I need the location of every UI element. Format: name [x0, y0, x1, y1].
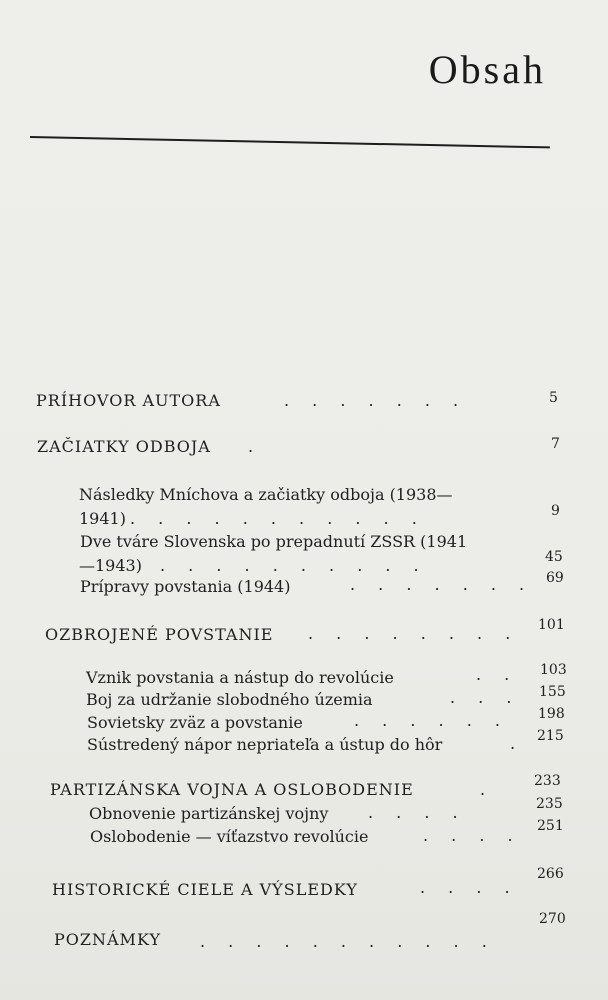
toc-entry-vznik-povstania: Vznik povstania a nástup do revolúcie — [86, 668, 394, 687]
toc-entry-pripravy-povstania: Prípravy povstania (1944) — [80, 577, 291, 596]
toc-leader: . — [248, 437, 263, 456]
toc-leader: . . . . . . . . . . . — [200, 932, 496, 951]
toc-page-number: 235 — [536, 796, 563, 812]
toc-entry-ozbrojene-povstanie: OZBROJENÉ POVSTANIE — [45, 625, 274, 644]
toc-page-number: 5 — [549, 390, 558, 406]
toc-page-number: 266 — [537, 866, 564, 882]
toc-entry-boj-za-udrzanie: Boj za udržanie slobodného územia — [86, 690, 373, 709]
toc-leader: . . . . . . . — [350, 575, 534, 594]
toc-entry-poznamky: POZNÁMKY — [54, 930, 162, 949]
toc-entry-obnovenie-vojny: Obnovenie partizánskej vojny — [89, 804, 329, 823]
toc-page-number: 215 — [537, 728, 564, 744]
toc-page-number: 9 — [551, 503, 560, 519]
toc-entry-nasledky-mnichova: Následky Mníchova a začiatky odboja (1938— — [79, 485, 453, 504]
toc-page-number: 198 — [538, 706, 565, 722]
toc-leader: . . . . . . . . . . . — [130, 509, 426, 528]
toc-leader: . . . . . . . — [284, 391, 468, 410]
toc-page-number: 101 — [538, 617, 565, 633]
toc-entry-historicke-ciele: HISTORICKÉ CIELE A VÝSLEDKY — [52, 880, 358, 899]
toc-page-number: 251 — [537, 818, 564, 834]
toc-page-number: 233 — [534, 773, 561, 789]
toc-leader: . . . . . . . . . . — [160, 556, 428, 575]
toc-leader: . . — [476, 665, 519, 684]
toc-entry-partizanska-vojna: PARTIZÁNSKA VOJNA A OSLOBODENIE — [50, 780, 414, 799]
toc-entry-dve-tvare: Dve tváre Slovenska po prepadnutí ZSSR (1941 — [80, 532, 468, 551]
toc-entry-continuation: —1943) — [79, 556, 142, 575]
toc-leader: . . . — [450, 688, 521, 707]
toc-entry-continuation: 1941) — [79, 509, 126, 528]
toc-page-number: 7 — [551, 436, 560, 452]
toc-leader: . . . . — [420, 878, 519, 897]
toc-entry-zaciatky-odboja: ZAČIATKY ODBOJA — [37, 437, 211, 456]
toc-page-number: 155 — [539, 684, 566, 700]
toc-leader: . . . . . . . . — [308, 624, 520, 643]
toc-entry-sovietsky-zvaz: Sovietsky zväz a povstanie — [87, 713, 303, 732]
toc-page-number: 103 — [540, 662, 567, 678]
toc-page-number: 45 — [545, 549, 563, 565]
toc-leader: . . . . — [423, 826, 522, 845]
toc-leader: . . . . . . — [354, 711, 509, 730]
toc-page-number: 270 — [539, 911, 566, 927]
toc-leader: . — [480, 780, 495, 799]
toc-leader: . — [510, 734, 525, 753]
toc-leader: . . . . — [368, 803, 467, 822]
toc-entry-prihovor: PRÍHOVOR AUTORA — [36, 391, 221, 410]
toc-page-number: 69 — [546, 570, 564, 586]
page-title: Obsah — [428, 47, 546, 92]
toc-entry-sustredeny-napor: Sústredený nápor nepriateľa a ústup do hôr — [87, 735, 443, 754]
toc-entry-oslobodenie: Oslobodenie — víťazstvo revolúcie — [90, 827, 369, 846]
